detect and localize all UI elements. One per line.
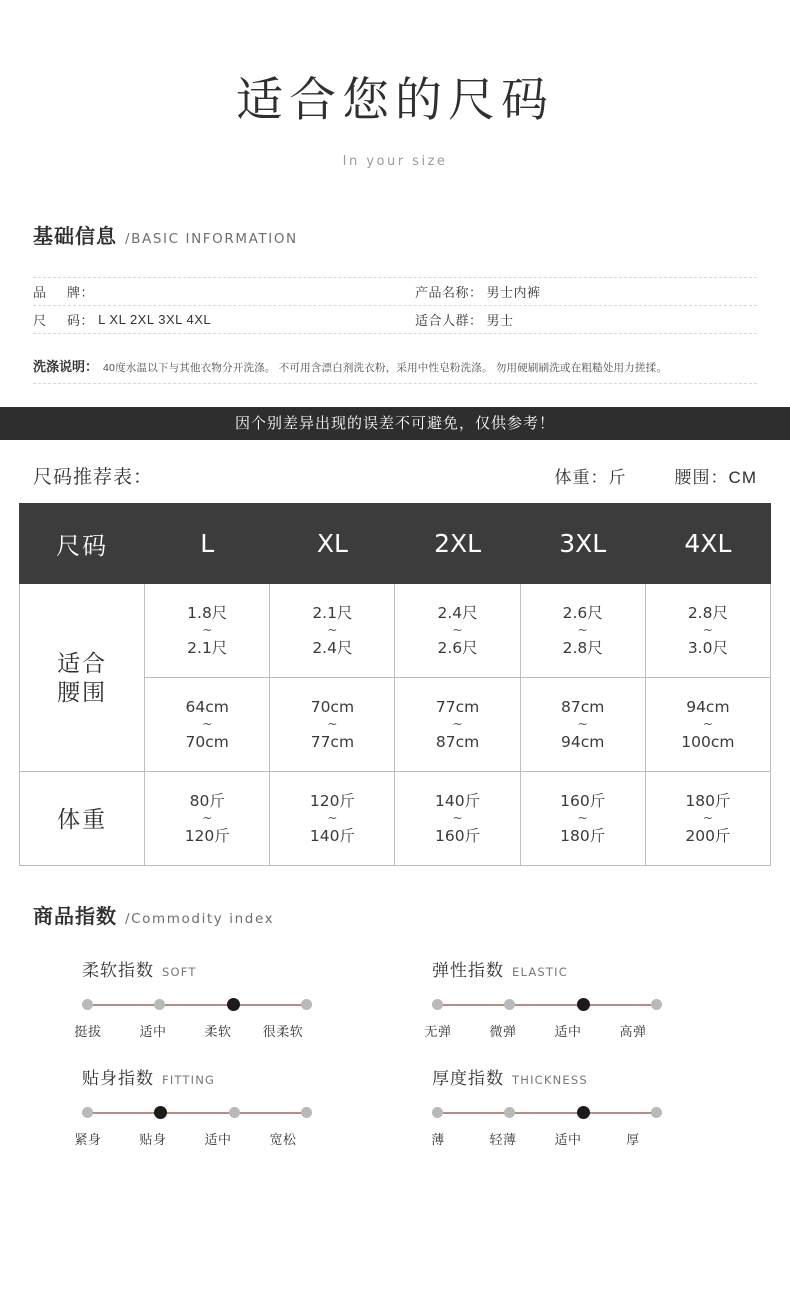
basic-heading-cn: 基础信息 — [33, 226, 117, 249]
value-max: 3.0尺 — [687, 639, 728, 658]
table-row — [33, 306, 757, 334]
scale-label-3: 宽松 — [269, 1132, 297, 1148]
page-subtitle: In your size — [342, 154, 448, 170]
scale-dot-0[interactable] — [432, 1107, 443, 1118]
scale-dot-1[interactable] — [504, 1107, 515, 1118]
index-item-thickness — [410, 1064, 760, 1148]
value-min: 2.6尺 — [562, 604, 603, 623]
value-max: 2.6尺 — [437, 639, 478, 658]
index-title-cn: 柔软指数 — [82, 961, 154, 981]
value-max: 70cm — [185, 733, 229, 752]
index-item-soft — [60, 956, 410, 1040]
value-min: 64cm — [185, 698, 229, 717]
scale-dots — [82, 1105, 312, 1119]
info-cell-brand — [33, 282, 415, 301]
cell-waist-cm-xl — [270, 678, 395, 772]
scale-label-3: 厚 — [626, 1132, 640, 1148]
index-heading-cn: 商品指数 — [33, 906, 117, 929]
scale-label-0: 紧身 — [74, 1132, 102, 1148]
scale-label-2: 柔软 — [204, 1024, 232, 1040]
index-heading-en: /Commodity index — [125, 911, 275, 928]
index-title-fitting — [82, 1064, 410, 1089]
cell-waist-cm-4xl — [645, 678, 770, 772]
cell-weight-4xl — [645, 772, 770, 866]
scale-track — [432, 997, 662, 1013]
basic-information-section — [0, 220, 790, 384]
scale-label-1: 轻薄 — [489, 1132, 517, 1148]
index-title-cn: 厚度指数 — [432, 1069, 504, 1089]
page-title: 适合您的尺码 — [236, 73, 554, 126]
scale-dot-0[interactable] — [432, 999, 443, 1010]
index-title-thickness — [432, 1064, 760, 1089]
scale-dot-3[interactable] — [651, 999, 662, 1010]
header-size-l: L — [145, 504, 270, 584]
basic-info-table — [33, 277, 757, 334]
scale-dots — [432, 1105, 662, 1119]
scale-label-1: 适中 — [139, 1024, 167, 1040]
header-size-3xl: 3XL — [520, 504, 645, 584]
range-separator: ~ — [452, 811, 463, 826]
unit-waist-label: 腰围：CM — [674, 468, 757, 488]
value-max: 2.4尺 — [312, 639, 353, 658]
table-row — [33, 278, 757, 306]
table-row-waist-chi — [20, 584, 771, 678]
info-cell-sizes — [33, 310, 415, 329]
size-label: 尺 码： — [33, 313, 95, 329]
commodity-index-heading — [33, 900, 790, 929]
scale-label-2: 适中 — [204, 1132, 232, 1148]
cell-waist-cm-3xl — [520, 678, 645, 772]
size-table-title: 尺码推荐表： — [33, 467, 154, 489]
scale-label-2: 适中 — [554, 1132, 582, 1148]
row-label-waist-line2: 腰围 — [57, 678, 108, 705]
product-name-value: 男士内裤 — [486, 285, 541, 301]
range-separator: ~ — [327, 623, 338, 638]
basic-heading-en: /BASIC INFORMATION — [125, 231, 298, 248]
range-separator: ~ — [202, 717, 213, 732]
wash-label: 洗涤说明： — [33, 359, 99, 375]
header-size-4xl: 4XL — [645, 504, 770, 584]
brand-label: 品 牌： — [33, 285, 95, 301]
cell-weight-3xl — [520, 772, 645, 866]
range-separator: ~ — [577, 811, 588, 826]
scale-label-0: 薄 — [431, 1132, 445, 1148]
row-label-weight: 体重 — [20, 772, 145, 866]
scale-labels — [74, 1129, 312, 1148]
index-scale-soft — [74, 997, 312, 1040]
header-size-label: 尺码 — [20, 504, 145, 584]
scale-dot-2[interactable] — [577, 998, 590, 1011]
table-row-weight — [20, 772, 771, 866]
range-separator: ~ — [702, 811, 713, 826]
scale-track — [82, 1105, 312, 1121]
value-max: 94cm — [561, 733, 605, 752]
index-item-fitting — [60, 1064, 410, 1148]
index-scale-elastic — [424, 997, 662, 1040]
index-item-elastic — [410, 956, 760, 1040]
scale-dot-3[interactable] — [651, 1107, 662, 1118]
value-min: 180斤 — [685, 792, 731, 811]
range-separator: ~ — [577, 717, 588, 732]
index-title-cn: 弹性指数 — [432, 961, 504, 981]
scale-label-1: 微弹 — [489, 1024, 517, 1040]
cell-waist-cm-l — [145, 678, 270, 772]
range-separator: ~ — [702, 717, 713, 732]
commodity-index-grid — [0, 956, 790, 1148]
index-title-en: FITTING — [162, 1073, 216, 1088]
audience-label: 适合人群： — [415, 313, 483, 329]
scale-labels — [432, 1129, 662, 1148]
info-cell-product-name — [415, 282, 541, 301]
product-name-label: 产品名称： — [415, 285, 483, 301]
scale-dot-0[interactable] — [82, 999, 93, 1010]
scale-dot-3[interactable] — [301, 1107, 312, 1118]
commodity-index-section — [0, 900, 790, 1148]
value-min: 1.8尺 — [187, 604, 228, 623]
cell-weight-xl — [270, 772, 395, 866]
scale-labels — [424, 1021, 662, 1040]
scale-track — [432, 1105, 662, 1121]
value-min: 160斤 — [560, 792, 606, 811]
value-min: 2.4尺 — [437, 604, 478, 623]
scale-label-3: 高弹 — [619, 1024, 647, 1040]
scale-dot-1[interactable] — [154, 1106, 167, 1119]
value-max: 77cm — [310, 733, 355, 752]
scale-dot-0[interactable] — [82, 1107, 93, 1118]
audience-value: 男士 — [486, 313, 514, 329]
range-separator: ~ — [452, 623, 463, 638]
size-value: L XL 2XL 3XL 4XL — [98, 312, 212, 328]
cell-waist-cm-2xl — [395, 678, 520, 772]
value-min: 140斤 — [435, 792, 481, 811]
value-max: 200斤 — [685, 827, 731, 846]
header-size-2xl: 2XL — [395, 504, 520, 584]
scale-dot-2[interactable] — [577, 1106, 590, 1119]
wash-text: 40度水温以下与其他衣物分开洗涤。 不可用含漂白剂洗衣粉，采用中性皂粉洗涤。 勿用硬刷刷洗或在粗糙处用力搓揉。 — [103, 362, 668, 375]
range-separator: ~ — [702, 623, 713, 638]
cell-waist-chi-4xl — [645, 584, 770, 678]
scale-label-3: 很柔软 — [262, 1024, 304, 1040]
value-max: 2.8尺 — [562, 639, 603, 658]
scale-dot-3[interactable] — [301, 999, 312, 1010]
value-min: 2.1尺 — [312, 604, 353, 623]
index-title-en: ELASTIC — [512, 965, 568, 980]
scale-track — [82, 997, 312, 1013]
cell-waist-chi-l — [145, 584, 270, 678]
range-separator: ~ — [577, 623, 588, 638]
unit-weight-label: 体重：斤 — [554, 468, 627, 488]
range-separator: ~ — [327, 811, 338, 826]
value-max: 180斤 — [560, 827, 606, 846]
cell-weight-2xl — [395, 772, 520, 866]
scale-dot-1[interactable] — [154, 999, 165, 1010]
index-title-en: SOFT — [162, 965, 197, 980]
value-min: 77cm — [435, 698, 480, 717]
range-separator: ~ — [202, 623, 213, 638]
header-size-xl: XL — [270, 504, 395, 584]
value-max: 140斤 — [309, 827, 355, 846]
info-cell-audience — [415, 310, 514, 329]
cell-waist-chi-3xl — [520, 584, 645, 678]
cell-weight-l — [145, 772, 270, 866]
value-min: 94cm — [686, 698, 730, 717]
index-title-cn: 贴身指数 — [82, 1069, 154, 1089]
cell-waist-chi-2xl — [395, 584, 520, 678]
cell-waist-chi-xl — [270, 584, 395, 678]
range-separator: ~ — [327, 717, 338, 732]
value-max: 120斤 — [184, 827, 230, 846]
scale-label-2: 适中 — [554, 1024, 582, 1040]
value-max: 100cm — [681, 733, 735, 752]
scale-label-0: 挺拔 — [74, 1024, 102, 1040]
scale-dot-2[interactable] — [227, 998, 240, 1011]
page-header — [0, 0, 790, 169]
scale-label-1: 贴身 — [139, 1132, 167, 1148]
table-header-row — [20, 504, 771, 584]
index-title-elastic — [432, 956, 760, 981]
scale-label-0: 无弹 — [424, 1024, 452, 1040]
value-min: 80斤 — [189, 792, 225, 811]
basic-information-heading — [33, 220, 790, 249]
size-table-header-row — [33, 462, 757, 489]
value-max: 160斤 — [435, 827, 481, 846]
range-separator: ~ — [452, 717, 463, 732]
value-max: 87cm — [435, 733, 480, 752]
index-title-soft — [82, 956, 410, 981]
value-min: 120斤 — [309, 792, 355, 811]
scale-dot-1[interactable] — [504, 999, 515, 1010]
row-label-waist — [20, 584, 145, 772]
scale-dots — [432, 997, 662, 1011]
index-title-en: THICKNESS — [512, 1073, 588, 1088]
value-min: 2.8尺 — [687, 604, 728, 623]
scale-dots — [82, 997, 312, 1011]
scale-dot-2[interactable] — [229, 1107, 240, 1118]
range-separator: ~ — [202, 811, 213, 826]
index-scale-thickness — [432, 1105, 662, 1148]
notice-bar: 因个别差异出现的误差不可避免，仅供参考！ — [0, 407, 790, 440]
value-min: 87cm — [561, 698, 605, 717]
row-label-waist-line1: 适合 — [57, 650, 108, 677]
wash-instructions — [33, 356, 757, 384]
scale-labels — [74, 1021, 312, 1040]
size-recommendation-table — [19, 503, 771, 866]
value-min: 70cm — [310, 698, 355, 717]
value-max: 2.1尺 — [187, 639, 228, 658]
index-scale-fitting — [74, 1105, 312, 1148]
